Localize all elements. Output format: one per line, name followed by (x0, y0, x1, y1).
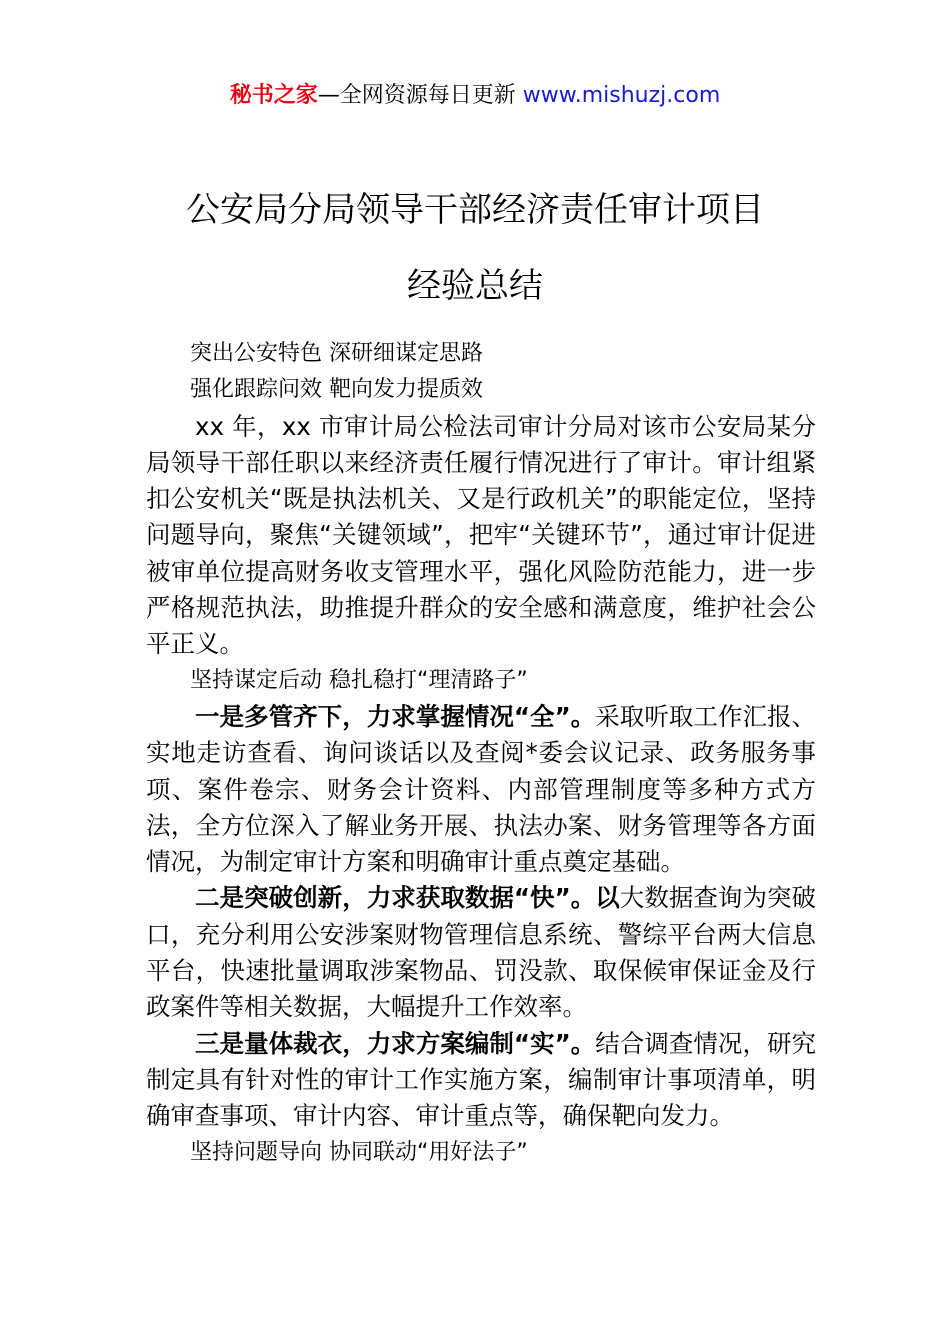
intro-paragraph: xx 年，xx 市审计局公检法司审计分局对该市公安局某分局领导干部任职以来经济责任履行情况进行了审计。审计组紧扣公安机关“既是执法机关、又是行政机关”的职能定位，坚持问题导向，聚焦“关键领域”，把牢“关键环节”，通过审计促进被审单位提高财务收支管理水平，强化风险防范能力，进一步严格规范执法，助推提升群众的安全感和满意度，维护社会公平正义。 (146, 411, 816, 659)
point-2-text: 大数据查询为突破口，充分利用公安涉案财物管理信息系统、警综平台两大信息平台，快速批量调取涉案物品、罚没款、取保候审保证金及行政案件等相关数据，大幅提升工作效率。 (146, 883, 817, 1022)
subtitle-2: 强化跟踪问效 靶向发力提质效 (190, 377, 483, 403)
document-body (146, 336, 816, 1171)
title-line-1: 公安局分局领导干部经济责任审计项目 (186, 190, 764, 230)
site-header (0, 80, 950, 112)
point-1-lead: 一是多管齐下，力求掌握情况“全”。 (195, 701, 596, 731)
point-2-lead: 二是突破创新，力求获取数据“快”。以 (195, 883, 620, 913)
title-line-2: 经验总结 (407, 266, 543, 306)
site-url-link[interactable]: www.mishuzj.com (522, 83, 721, 108)
point-2-paragraph (146, 880, 816, 1025)
header-tagline: —全网资源每日更新 (317, 83, 516, 108)
point-3-lead: 三是量体裁衣，力求方案编制“实”。 (195, 1028, 596, 1058)
point-1-text: 采取听取工作汇报、实地走访查看、询问谈话以及查阅*委会议记录、政务服务事项、案件卷宗、财务会计资料、内部管理制度等多种方式方法，全方位深入了解业务开展、执法办案、财务管理等各方面情况，为制定审计方案和明确审计重点奠定基础。 (146, 701, 817, 877)
brand-name: 秘书之家 (229, 83, 318, 108)
section-heading-1: 坚持谋定后动 稳扎稳打“理清路子” (190, 667, 528, 693)
point-3-text: 结合调查情况，研究制定具有针对性的审计工作实施方案，编制审计事项清单，明确审查事项、审计内容、审计重点等，确保靶向发力。 (146, 1028, 817, 1131)
subtitle-1: 突出公安特色 深研细谋定思路 (190, 341, 483, 366)
document-title (60, 172, 890, 324)
point-3-paragraph (146, 1026, 816, 1135)
section-heading-2: 坚持问题导向 协同联动“用好法子” (190, 1139, 528, 1165)
point-1-paragraph (146, 699, 816, 880)
